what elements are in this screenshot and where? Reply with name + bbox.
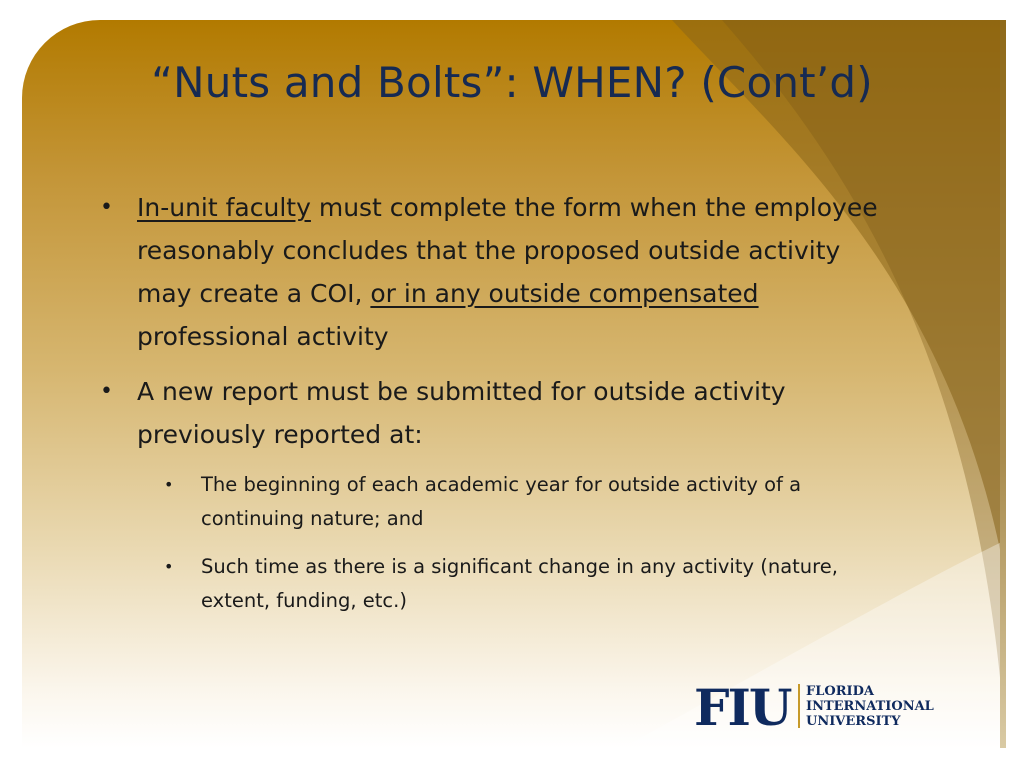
bullet-new-report — [100, 370, 890, 456]
slide-title: “Nuts and Bolts”: WHEN? (Cont’d) — [151, 58, 873, 107]
bullet-text: must complete the form when the employee reasonably concludes that the proposed outside activity may create a COI, — [137, 193, 878, 308]
logo-line-florida: FLORIDA — [806, 684, 874, 699]
logo-line-international: INTERNATIONAL — [806, 699, 934, 714]
outside-compensated-link[interactable]: or in any outside compensated — [370, 279, 759, 308]
in-unit-faculty-link[interactable]: In-unit faculty — [137, 193, 311, 222]
logo-divider — [798, 684, 800, 728]
bullet-in-unit-faculty — [100, 186, 890, 358]
bullet-dot-icon: • — [100, 379, 113, 404]
sub-bullet-academic-year — [100, 468, 890, 536]
logo-line-university: UNIVERSITY — [806, 714, 901, 729]
fiu-logo — [694, 678, 954, 737]
slide-right-edge — [1000, 20, 1006, 748]
bullet-dot-icon: • — [100, 195, 113, 220]
bullet-dot-icon: • — [164, 557, 174, 576]
bullet-text: professional activity — [137, 322, 389, 351]
fiu-mark: FIU — [694, 678, 791, 737]
sub-bullet-significant-change — [100, 550, 890, 618]
bullet-dot-icon: • — [164, 475, 174, 494]
bullet-text: A new report must be submitted for outside activity previously reported at: — [137, 377, 786, 449]
slide-content — [100, 186, 890, 632]
sub-bullet-text: The beginning of each academic year for outside activity of a continuing nature; and — [201, 473, 802, 530]
sub-bullet-text: Such time as there is a significant change in any activity (nature, extent, funding, etc.) — [201, 555, 838, 612]
university-name — [806, 684, 934, 729]
